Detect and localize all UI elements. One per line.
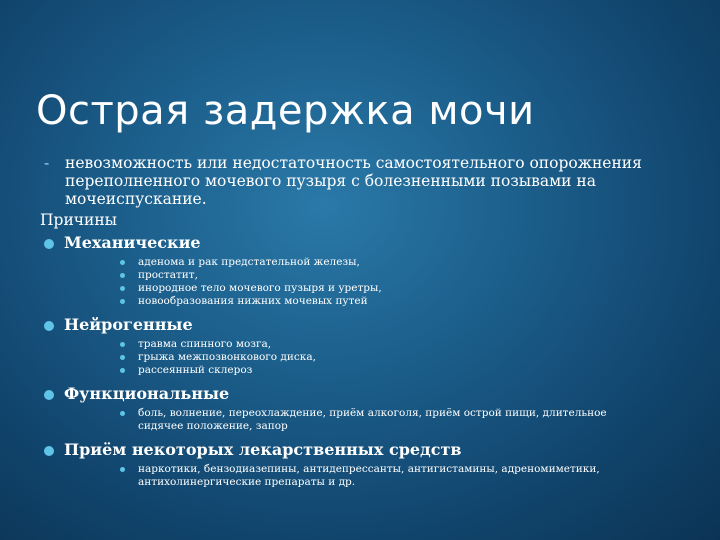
list-item bbox=[0, 338, 720, 351]
list-item-text: боль, волнение, переохлаждение, приём алкоголя, приём острой пищи, длительное сидячее положение, запор bbox=[138, 407, 607, 432]
list-item-text: инородное тело мочевого пузыря и уретры, bbox=[138, 282, 382, 294]
list-item bbox=[0, 256, 720, 269]
sub-list-medications bbox=[0, 463, 720, 489]
sub-bullet-icon bbox=[120, 467, 125, 472]
list-item-text: рассеянный склероз bbox=[138, 364, 253, 376]
bullet-icon bbox=[44, 390, 54, 400]
sub-bullet-icon bbox=[120, 342, 125, 347]
list-item-text: грыжа межпозвонкового диска, bbox=[138, 351, 316, 363]
category-neurogenic bbox=[0, 314, 720, 336]
list-item bbox=[0, 407, 720, 433]
sub-bullet-icon bbox=[120, 260, 125, 265]
sub-bullet-icon bbox=[120, 355, 125, 360]
dash-bullet: - bbox=[44, 154, 50, 172]
sub-bullet-icon bbox=[120, 368, 125, 373]
category-functional bbox=[0, 383, 720, 405]
category-label: Нейрогенные bbox=[64, 315, 193, 334]
sub-bullet-icon bbox=[120, 411, 125, 416]
sub-list-functional bbox=[0, 407, 720, 433]
slide-content bbox=[0, 154, 720, 495]
list-item bbox=[0, 351, 720, 364]
category-label: Механические bbox=[64, 233, 201, 252]
list-item bbox=[0, 269, 720, 282]
list-item-text: новообразования нижних мочевых путей bbox=[138, 295, 368, 307]
category-medications bbox=[0, 439, 720, 461]
sub-bullet-icon bbox=[120, 286, 125, 291]
causes-label: Причины bbox=[40, 211, 118, 229]
sub-list-mechanical bbox=[0, 256, 720, 308]
bullet-icon bbox=[44, 321, 54, 331]
bullet-icon bbox=[44, 239, 54, 249]
slide-title: Острая задержка мочи bbox=[36, 88, 535, 134]
sub-bullet-icon bbox=[120, 299, 125, 304]
list-item bbox=[0, 364, 720, 377]
list-item-text: наркотики, бензодиазепины, антидепрессанты, антигистамины, адреномиметики, антихолинергические препараты и др. bbox=[138, 463, 600, 488]
category-label: Функциональные bbox=[64, 384, 230, 403]
list-item bbox=[0, 282, 720, 295]
definition-text: невозможность или недостаточность самостоятельного опорожнения переполненного мочевого пузыря с болезненными позывами на мочеиспускание. bbox=[65, 154, 642, 208]
list-item-text: травма спинного мозга, bbox=[138, 338, 272, 350]
category-mechanical bbox=[0, 232, 720, 254]
sub-bullet-icon bbox=[120, 273, 125, 278]
bullet-icon bbox=[44, 446, 54, 456]
list-item bbox=[0, 295, 720, 308]
list-item-text: аденома и рак предстательной железы, bbox=[138, 256, 360, 268]
sub-list-neurogenic bbox=[0, 338, 720, 377]
category-label: Приём некоторых лекарственных средств bbox=[64, 440, 462, 459]
definition-paragraph bbox=[0, 154, 720, 208]
list-item bbox=[0, 463, 720, 489]
list-item-text: простатит, bbox=[138, 269, 198, 281]
